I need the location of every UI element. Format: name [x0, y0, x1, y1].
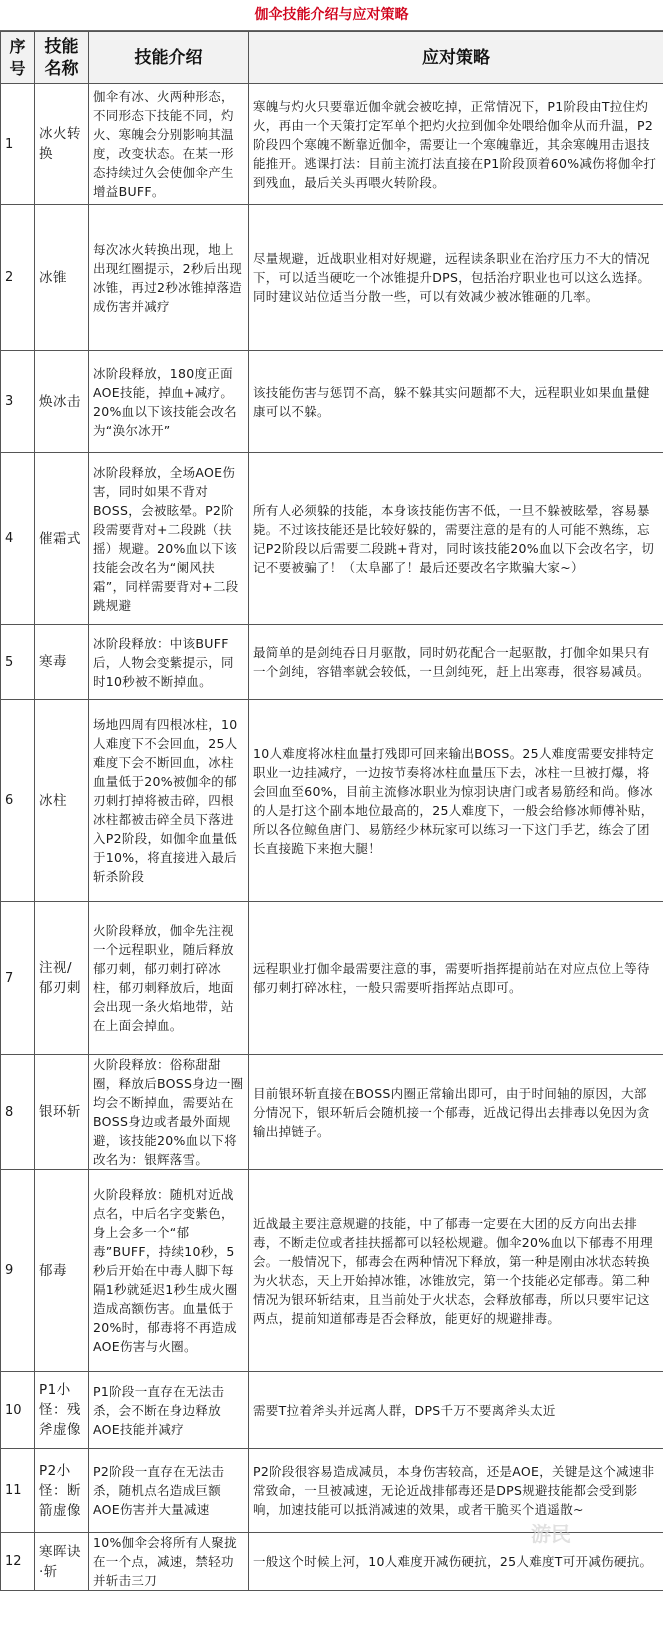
skill-name: 注视/郁刃刺 [35, 902, 89, 1055]
row-number: 2 [1, 205, 35, 351]
header-name: 技能名称 [35, 32, 89, 84]
table-row [1, 84, 663, 205]
skill-name: P2小怪：断箭虚像 [35, 1449, 89, 1533]
skill-table [0, 31, 663, 1591]
skill-intro: 火阶段释放：随机对近战点名，中后名字变紫色，身上会多一个“郁毒”BUFF，持续10秒，5秒后开始在中毒人脚下每隔1秒就延迟1秒生成火圈造成高额伤害。血量低于20%时，郁毒将不再造成AOE伤害与火圈。 [89, 1170, 249, 1372]
page-title: 伽伞技能介绍与应对策略 [0, 0, 663, 31]
row-number: 7 [1, 902, 35, 1055]
skill-strategy: 所有人必须躲的技能，本身该技能伤害不低，一旦不躲被眩晕，容易暴毙。不过该技能还是比较好躲的，需要注意的是有的人可能不熟练，忘记P2阶段以后需要二段跳+背对，同时该技能20%血以下会改名字，切记不要被骗了！（太阜鄙了！最后还要改名字欺骗大家~） [249, 453, 663, 625]
skill-strategy: 该技能伤害与惩罚不高，躲不躲其实问题都不大，远程职业如果血量健康可以不躲。 [249, 351, 663, 453]
skill-intro: 10%伽伞会将所有人聚拢在一个点，减速，禁轻功并斩击三刀 [89, 1533, 249, 1591]
watermark-logo: 游民 [531, 1522, 571, 1546]
table-row [1, 351, 663, 453]
skill-name: 寒毒 [35, 625, 89, 700]
skill-strategy: P2阶段很容易造成减员，本身伤害较高，还是AOE，关键是这个减速非常致命，一旦被减速，无论近战排郁毒还是DPS规避技能都会受到影响，加速技能可以抵消减速的效果，或者干脆买个逍遥散~ [249, 1449, 663, 1533]
row-number: 6 [1, 700, 35, 902]
table-row [1, 1055, 663, 1170]
skill-intro: 场地四周有四根冰柱，10人难度下不会回血，25人难度下会不断回血，冰柱血量低于20%被伽伞的郁刃刺打掉将被击碎，四根冰柱都被击碎全员下落进入P2阶段，如伽伞血量低于10%，将直接进入最后斩杀阶段 [89, 700, 249, 902]
skill-strategy: 最简单的是剑纯吞日月驱散，同时奶花配合一起驱散，打伽伞如果只有一个剑纯，容错率就会较低，一旦剑纯死，赶上出寒毒，很容易减员。 [249, 625, 663, 700]
skill-name: 银环斩 [35, 1055, 89, 1170]
skill-name: 冰锥 [35, 205, 89, 351]
skill-intro: 冰阶段释放，全场AOE伤害，同时如果不背对BOSS，会被眩晕。P2阶段需要背对+二段跳（扶摇）规避。20%血以下该技能会改名为“阑风扶霜”，同样需要背对+二段跳规避 [89, 453, 249, 625]
skill-intro: 每次冰火转换出现，地上出现红圈提示，2秒后出现冰锥，再过2秒冰锥掉落造成伤害并减疗 [89, 205, 249, 351]
skill-strategy: 远程职业打伽伞最需要注意的事，需要听指挥提前站在对应点位上等待郁刃刺打碎冰柱，一般只需要听指挥站点即可。 [249, 902, 663, 1055]
skill-name: 催霜式 [35, 453, 89, 625]
skill-strategy: 需要T拉着斧头并远离人群，DPS千万不要离斧头太近 [249, 1372, 663, 1449]
row-number: 11 [1, 1449, 35, 1533]
skill-name: 焕冰击 [35, 351, 89, 453]
skill-intro: P2阶段一直存在无法击杀，随机点名造成巨额AOE伤害并大量减速 [89, 1449, 249, 1533]
table-row [1, 1372, 663, 1449]
skill-strategy: 目前银环斩直接在BOSS内圈正常输出即可，由于时间轴的原因，大部分情况下，银环斩后会随机接一个郁毒，近战记得出去排毒以免因为贪输出掉链子。 [249, 1055, 663, 1170]
row-number: 12 [1, 1533, 35, 1591]
skill-name: 郁毒 [35, 1170, 89, 1372]
table-row [1, 1449, 663, 1533]
table-row [1, 205, 663, 351]
row-number: 3 [1, 351, 35, 453]
skill-name: 冰柱 [35, 700, 89, 902]
row-number: 5 [1, 625, 35, 700]
row-number: 4 [1, 453, 35, 625]
skill-intro: 伽伞有冰、火两种形态，不同形态下技能不同，灼火、寒魄会分别影响其温度，改变状态。在某一形态持续过久会使伽伞产生增益BUFF。 [89, 84, 249, 205]
row-number: 1 [1, 84, 35, 205]
skill-intro: 冰阶段释放，180度正面AOE技能，掉血+减疗。20%血以下该技能会改名为“涣尔冰开” [89, 351, 249, 453]
skill-name: P1小怪：残斧虚像 [35, 1372, 89, 1449]
skill-intro: P1阶段一直存在无法击杀，会不断在身边释放AOE技能并减疗 [89, 1372, 249, 1449]
header-num: 序号 [1, 32, 35, 84]
table-row [1, 1533, 663, 1591]
skill-name: 寒晖诀·斩 [35, 1533, 89, 1591]
skill-intro: 火阶段释放，伽伞先注视一个远程职业，随后释放郁刃刺，郁刃刺打碎冰柱，郁刃刺释放后，地面会出现一条火焰地带，站在上面会掉血。 [89, 902, 249, 1055]
header-strategy: 应对策略 [249, 32, 663, 84]
table-row [1, 453, 663, 625]
skill-strategy: 寒魄与灼火只要靠近伽伞就会被吃掉，正常情况下，P1阶段由T拉住灼火，再由一个天策打定军单个把灼火拉到伽伞处喂给伽伞从而升温，P2阶段四个寒魄不断靠近伽伞，需要让一个寒魄靠近，其余寒魄用击退技能推开。逃课打法：目前主流打法直接在P1阶段顶着60%减伤将伽伞打到残血，最后关头再喂火转阶段。 [249, 84, 663, 205]
header-intro: 技能介绍 [89, 32, 249, 84]
skill-name: 冰火转换 [35, 84, 89, 205]
skill-strategy: 10人难度将冰柱血量打残即可回来输出BOSS。25人难度需要安排特定职业一边挂减疗，一边按节奏将冰柱血量压下去，冰柱一旦被打爆，将会回血至60%，目前主流修冰职业为惊羽诀唐门或者易筋经和尚。修冰的人是打这个副本地位最高的，25人难度下，一般会给修冰师傅补贴，所以各位鲸鱼唐门、易筋经少林玩家可以练习一下这门手艺，练会了团长直接跪下来抱大腿！ [249, 700, 663, 902]
skill-intro: 火阶段释放：俗称甜甜圈，释放后BOSS身边一圈均会不断掉血，需要站在BOSS身边或者最外面规避，该技能20%血以下将改名为：银辉落雪。 [89, 1055, 249, 1170]
row-number: 10 [1, 1372, 35, 1449]
skill-intro: 冰阶段释放：中该BUFF后，人物会变紫提示，同时10秒被不断掉血。 [89, 625, 249, 700]
row-number: 9 [1, 1170, 35, 1372]
table-row [1, 625, 663, 700]
row-number: 8 [1, 1055, 35, 1170]
table-row [1, 700, 663, 902]
skill-strategy: 一般这个时候上河，10人难度开减伤硬抗，25人难度T可开减伤硬抗。 [249, 1533, 663, 1591]
skill-strategy: 近战最主要注意规避的技能，中了郁毒一定要在大团的反方向出去排毒，不断走位或者挂扶摇都可以轻松规避。伽伞20%血以下郁毒不用理会。一般情况下，郁毒会在两种情况下释放，第一种是刚由冰状态转换为火状态，天上开始掉冰锥，冰锥放完，第一个技能必定郁毒。第二种情况为银环斩结束，且当前处于火状态，会释放郁毒，所以只要牢记这两点，提前知道郁毒是否会释放，能更好的规避排毒。 [249, 1170, 663, 1372]
table-row [1, 1170, 663, 1372]
table-header-row [1, 32, 663, 84]
skill-strategy: 尽量规避，近战职业相对好规避，远程读条职业在治疗压力不大的情况下，可以适当硬吃一个冰锥提升DPS，包括治疗职业也可以这么选择。同时建议站位适当分散一些，可以有效减少被冰锥砸的几率。 [249, 205, 663, 351]
table-row [1, 902, 663, 1055]
